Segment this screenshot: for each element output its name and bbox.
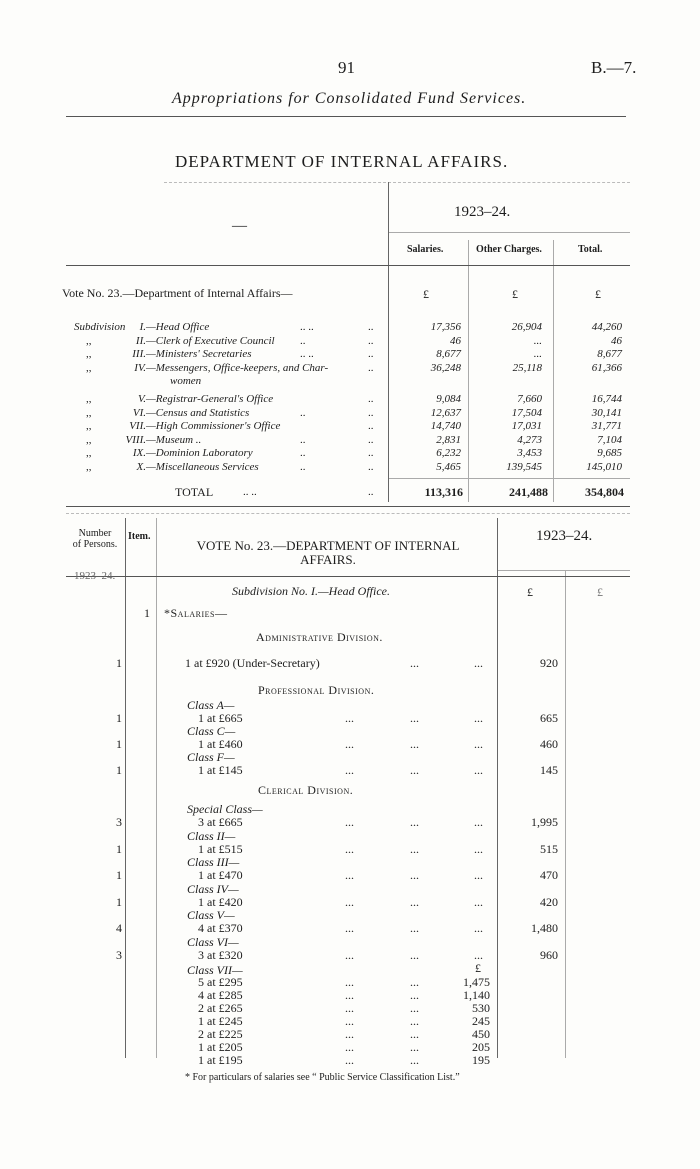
summary-row-name: —Museum .. (146, 433, 202, 446)
summary-row-number: VIII. (125, 433, 146, 446)
summary-vote-label: Vote No. 23.—Department of Internal Affairs— (62, 286, 293, 300)
detail-admin-amount: 920 (540, 656, 558, 670)
detail-leaders: ... (345, 1040, 354, 1054)
summary-row-salaries: 12,637 (430, 406, 461, 419)
summary-row-leaders: .. (368, 406, 374, 419)
detail-class7-amount: 530 (472, 1001, 490, 1015)
summary-row-other: 3,453 (517, 447, 542, 460)
detail-leaders: ... (474, 656, 483, 670)
detail-persons: 1 (116, 841, 122, 856)
detail-class-label: Class C— (187, 724, 236, 738)
detail-leaders: ... (345, 947, 354, 962)
summary-row-leaders: .. (368, 393, 374, 405)
summary-row-total: 46 (611, 334, 622, 347)
summary-row-number: VII. (129, 420, 146, 433)
summary-row-name: —Miscellaneous Services (146, 461, 259, 473)
detail-leaders: ... (410, 1053, 419, 1067)
summary-row-total: 31,771 (591, 420, 622, 433)
summary-row-total: 16,744 (591, 393, 622, 405)
summary-row-other: 7,660 (517, 393, 542, 405)
summary-ditto: ,, (86, 393, 92, 405)
detail-amount: 420 (540, 894, 558, 909)
detail-leaders: ... (410, 1001, 419, 1015)
detail-class7-currency: £ (475, 961, 481, 975)
summary-ditto: ,, (86, 420, 92, 433)
detail-leaders: ... (410, 868, 419, 882)
summary-row-salaries: 8,677 (436, 348, 461, 361)
detail-leaders: ... (474, 894, 483, 909)
detail-leaders: ... (345, 711, 354, 725)
detail-persons: 3 (116, 947, 122, 962)
detail-subdivision: Subdivision No. I.—Head Office. (232, 584, 390, 598)
detail-class7-amount: 1,475 (463, 975, 490, 989)
detail-class7-amount: 450 (472, 1027, 490, 1041)
detail-leaders: ... (345, 988, 354, 1002)
detail-class7-line: 2 at £225 (198, 1027, 243, 1041)
detail-leaders: ... (345, 975, 354, 989)
detail-leaders: ... (474, 947, 483, 962)
detail-leaders: ... (474, 815, 483, 829)
detail-class-line: 1 at £470 (198, 868, 243, 882)
detail-prof-division: Professional Division. (258, 683, 375, 697)
footnote: * For particulars of salaries see “ Public Service Classification List.” (185, 1072, 460, 1083)
summary-col-other: Other Charges. (476, 244, 542, 255)
summary-row-leaders: .. (368, 321, 374, 333)
summary-row-other: ... (533, 334, 542, 347)
summary-row-name: —Ministers' Secretaries (146, 348, 252, 361)
detail-class7-line: 1 at £245 (198, 1014, 243, 1028)
detail-leaders: ... (410, 1027, 419, 1041)
summary-total-label: TOTAL (175, 485, 214, 499)
summary-row-other: 25,118 (512, 361, 542, 374)
summary-total-leaders: .. (368, 486, 374, 498)
summary-row-leaders: .. (300, 447, 306, 460)
detail-class-line: 1 at £515 (198, 841, 243, 856)
summary-row-name: women (170, 375, 202, 388)
detail-leaders: ... (345, 1014, 354, 1028)
detail-amount: 460 (540, 737, 558, 751)
detail-class7-amount: 1,140 (463, 988, 490, 1002)
detail-leaders: ... (410, 841, 419, 856)
summary-year-rule (389, 232, 630, 233)
detail-admin-persons: 1 (116, 656, 122, 670)
summary-row-salaries: 36,248 (430, 361, 461, 374)
summary-ditto: ,, (86, 406, 92, 419)
detail-leaders: ... (410, 711, 419, 725)
detail-leaders: ... (410, 894, 419, 909)
detail-leaders: ... (410, 921, 419, 935)
summary-row-total: 44,260 (591, 321, 622, 333)
detail-leaders: ... (345, 921, 354, 935)
detail-year-short: 1923–24. (74, 570, 116, 582)
summary-row-name: —Dominion Laboratory (146, 447, 253, 460)
detail-class-label: Class IV— (187, 881, 239, 896)
detail-year-rule (498, 570, 630, 571)
summary-row-number: X. (136, 461, 146, 473)
summary-row-total: 7,104 (597, 433, 622, 446)
summary-row-number: II. (135, 334, 146, 347)
summary-row-number: IX. (132, 447, 146, 460)
summary-total-salaries: 113,316 (424, 485, 463, 499)
detail-persons: 3 (116, 815, 122, 829)
detail-admin-line: 1 at £920 (Under-Secretary) (185, 656, 320, 670)
summary-row-other: 17,504 (511, 406, 542, 419)
summary-row-number: VI. (132, 406, 146, 419)
detail-class-line: 1 at £145 (198, 763, 243, 777)
detail-title-line: AFFAIRS. (300, 552, 356, 567)
detail-class7-label: Class VII— (187, 963, 243, 977)
summary-row-total: 8,677 (597, 348, 622, 361)
summary-ditto: ,, (86, 433, 92, 446)
summary-row-salaries: 9,084 (436, 393, 461, 405)
summary-row-name: —High Commissioner's Office (146, 420, 281, 433)
detail-leaders: ... (410, 737, 419, 751)
summary-total-other: 241,488 (509, 485, 548, 499)
summary-bottom-rule (66, 506, 630, 507)
summary-row-name: —Registrar-General's Office (146, 393, 274, 405)
detail-leaders: ... (345, 1053, 354, 1067)
summary-row-name: —Head Office (146, 321, 210, 333)
detail-leaders: ... (474, 737, 483, 751)
summary-row-leaders: .. .. (300, 321, 314, 333)
summary-col-total: Total. (578, 244, 603, 255)
summary-ditto: ,, (86, 348, 92, 361)
summary-row-total: 61,366 (591, 361, 622, 374)
detail-col-divider (156, 518, 157, 1058)
summary-row-salaries: 6,232 (436, 447, 461, 460)
detail-amount: 515 (540, 841, 558, 856)
detail-persons: 1 (116, 737, 122, 751)
summary-row-name: —Messengers, Office-keepers, and Char- (146, 361, 329, 374)
summary-currency: £ (595, 287, 601, 301)
summary-row-leaders: .. .. (300, 348, 314, 361)
detail-amount: 145 (540, 763, 558, 777)
detail-leaders: ... (410, 656, 419, 670)
detail-class7-amount: 195 (472, 1053, 490, 1067)
summary-row-leaders: .. (368, 361, 374, 374)
detail-leaders: ... (474, 711, 483, 725)
detail-class-line: 1 at £420 (198, 894, 243, 909)
detail-leaders: ... (345, 815, 354, 829)
detail-leaders: ... (410, 1014, 419, 1028)
detail-col-divider (565, 570, 566, 1058)
page-number: 91 (338, 58, 355, 77)
detail-class-label: Class III— (187, 855, 240, 869)
detail-persons: 1 (116, 894, 122, 909)
summary-row-total: 145,010 (586, 461, 622, 473)
detail-leaders: ... (345, 763, 354, 777)
page-subtitle: Appropriations for Consolidated Fund Services. (172, 90, 527, 107)
detail-year: 1923–24. (536, 528, 593, 544)
detail-class7-line: 4 at £285 (198, 988, 243, 1002)
summary-row-number: I. (139, 321, 146, 333)
detail-class7-line: 1 at £205 (198, 1040, 243, 1054)
detail-leaders: ... (410, 763, 419, 777)
detail-class-line: 1 at £665 (198, 711, 243, 725)
detail-leaders: ... (345, 894, 354, 909)
detail-amount: 470 (540, 868, 558, 882)
summary-row-salaries: 17,356 (430, 321, 461, 333)
detail-class7-line: 5 at £295 (198, 975, 243, 989)
summary-row-number: IV. (134, 361, 146, 374)
detail-title (164, 539, 492, 567)
summary-col-divider (388, 182, 389, 502)
summary-col-salaries: Salaries. (407, 244, 444, 255)
summary-row-salaries: 5,465 (436, 461, 461, 473)
summary-total-total: 354,804 (585, 485, 624, 499)
summary-row-salaries: 2,831 (436, 433, 461, 446)
detail-currency: £ (527, 585, 533, 599)
detail-currency: £ (597, 585, 603, 599)
header-rule (66, 116, 626, 117)
detail-persons: 1 (116, 868, 122, 882)
summary-subdivision-prefix: Subdivision (74, 321, 126, 333)
summary-row-total: 30,141 (591, 406, 622, 419)
detail-item-number: 1 (144, 606, 150, 620)
summary-col-divider (468, 240, 469, 502)
detail-class-line: 4 at £370 (198, 921, 243, 935)
summary-row-salaries: 46 (450, 334, 461, 347)
detail-class-label: Class VI— (187, 934, 239, 949)
detail-col-divider (497, 518, 498, 1058)
detail-leaders: ... (410, 988, 419, 1002)
detail-persons: 4 (116, 921, 122, 935)
summary-bottom-rule (66, 513, 630, 514)
detail-leaders: ... (410, 1040, 419, 1054)
detail-class7-amount: 245 (472, 1014, 490, 1028)
summary-year: 1923–24. (454, 204, 511, 220)
summary-row-other: 26,904 (511, 321, 542, 333)
summary-row-leaders: .. (368, 461, 374, 473)
summary-row-leaders: .. (368, 447, 374, 460)
detail-leaders: ... (345, 1027, 354, 1041)
detail-class-label: Class F— (187, 750, 235, 764)
summary-row-leaders: .. (368, 334, 374, 347)
summary-row-name: —Census and Statistics (146, 406, 250, 419)
detail-class7-amount: 205 (472, 1040, 490, 1054)
summary-row-salaries: 14,740 (430, 420, 461, 433)
summary-row-name: —Clerk of Executive Council (146, 334, 275, 347)
summary-row-number: V. (137, 393, 146, 405)
detail-clerical-division: Clerical Division. (258, 783, 354, 797)
summary-row-number: III. (132, 348, 146, 361)
detail-class-line: 1 at £460 (198, 737, 243, 751)
summary-row-other: 4,273 (517, 433, 542, 446)
detail-class-label: Class V— (187, 908, 235, 922)
detail-amount: 1,480 (531, 921, 558, 935)
detail-persons: 1 (116, 711, 122, 725)
summary-ditto: ,, (86, 334, 92, 347)
summary-row-leaders: .. (368, 420, 374, 433)
summary-currency: £ (423, 287, 429, 301)
detail-class-label: Class II— (187, 828, 236, 843)
summary-top-rule (164, 182, 630, 183)
detail-head-rule (66, 576, 630, 577)
summary-dash: — (232, 218, 247, 234)
summary-row-other: 17,031 (511, 420, 542, 433)
detail-leaders: ... (345, 737, 354, 751)
summary-row-leaders: .. (300, 433, 306, 446)
detail-leaders: ... (474, 841, 483, 856)
detail-persons: 1 (116, 763, 122, 777)
summary-ditto: ,, (86, 447, 92, 460)
detail-leaders: ... (410, 815, 419, 829)
detail-amount: 665 (540, 711, 558, 725)
summary-ditto: ,, (86, 461, 92, 473)
summary-currency: £ (512, 287, 518, 301)
detail-leaders: ... (345, 1001, 354, 1015)
document-reference: B.—7. (591, 58, 637, 77)
detail-class-label: Class A— (187, 698, 235, 712)
summary-col-divider (553, 240, 554, 502)
summary-row-leaders: .. (300, 334, 306, 347)
detail-leaders: ... (410, 975, 419, 989)
detail-leaders: ... (474, 921, 483, 935)
summary-head-rule (66, 265, 630, 266)
summary-row-leaders: .. (368, 348, 374, 361)
summary-row-total: 9,685 (597, 447, 622, 460)
detail-leaders: ... (474, 763, 483, 777)
summary-row-leaders: .. (300, 406, 306, 419)
detail-class-line: 3 at £665 (198, 815, 243, 829)
summary-total-leaders: .. .. (243, 486, 257, 498)
detail-class7-line: 2 at £265 (198, 1001, 243, 1015)
detail-col-item: Item. (128, 531, 151, 542)
summary-ditto: ,, (86, 361, 92, 374)
detail-leaders: ... (410, 947, 419, 962)
detail-title-line: VOTE No. 23.—DEPARTMENT OF INTERNAL (196, 538, 460, 553)
department-title: DEPARTMENT OF INTERNAL AFFAIRS. (175, 152, 509, 171)
summary-row-leaders: .. (368, 433, 374, 446)
detail-leaders: ... (345, 868, 354, 882)
detail-class7-line: 1 at £195 (198, 1053, 243, 1067)
detail-leaders: ... (345, 841, 354, 856)
summary-row-leaders: .. (300, 461, 306, 473)
detail-amount: 960 (540, 947, 558, 962)
summary-row-other: 139,545 (506, 461, 542, 473)
detail-salaries-heading: *Salaries— (164, 606, 228, 620)
detail-class-label: Special Class— (187, 802, 263, 816)
detail-amount: 1,995 (531, 815, 558, 829)
detail-leaders: ... (474, 868, 483, 882)
detail-col-number: Number of Persons. (72, 528, 118, 550)
summary-total-rule (389, 478, 630, 479)
detail-admin-division: Administrative Division. (256, 630, 383, 644)
summary-row-other: ... (533, 348, 542, 361)
detail-col-divider (125, 518, 126, 1058)
detail-class-line: 3 at £320 (198, 947, 243, 962)
